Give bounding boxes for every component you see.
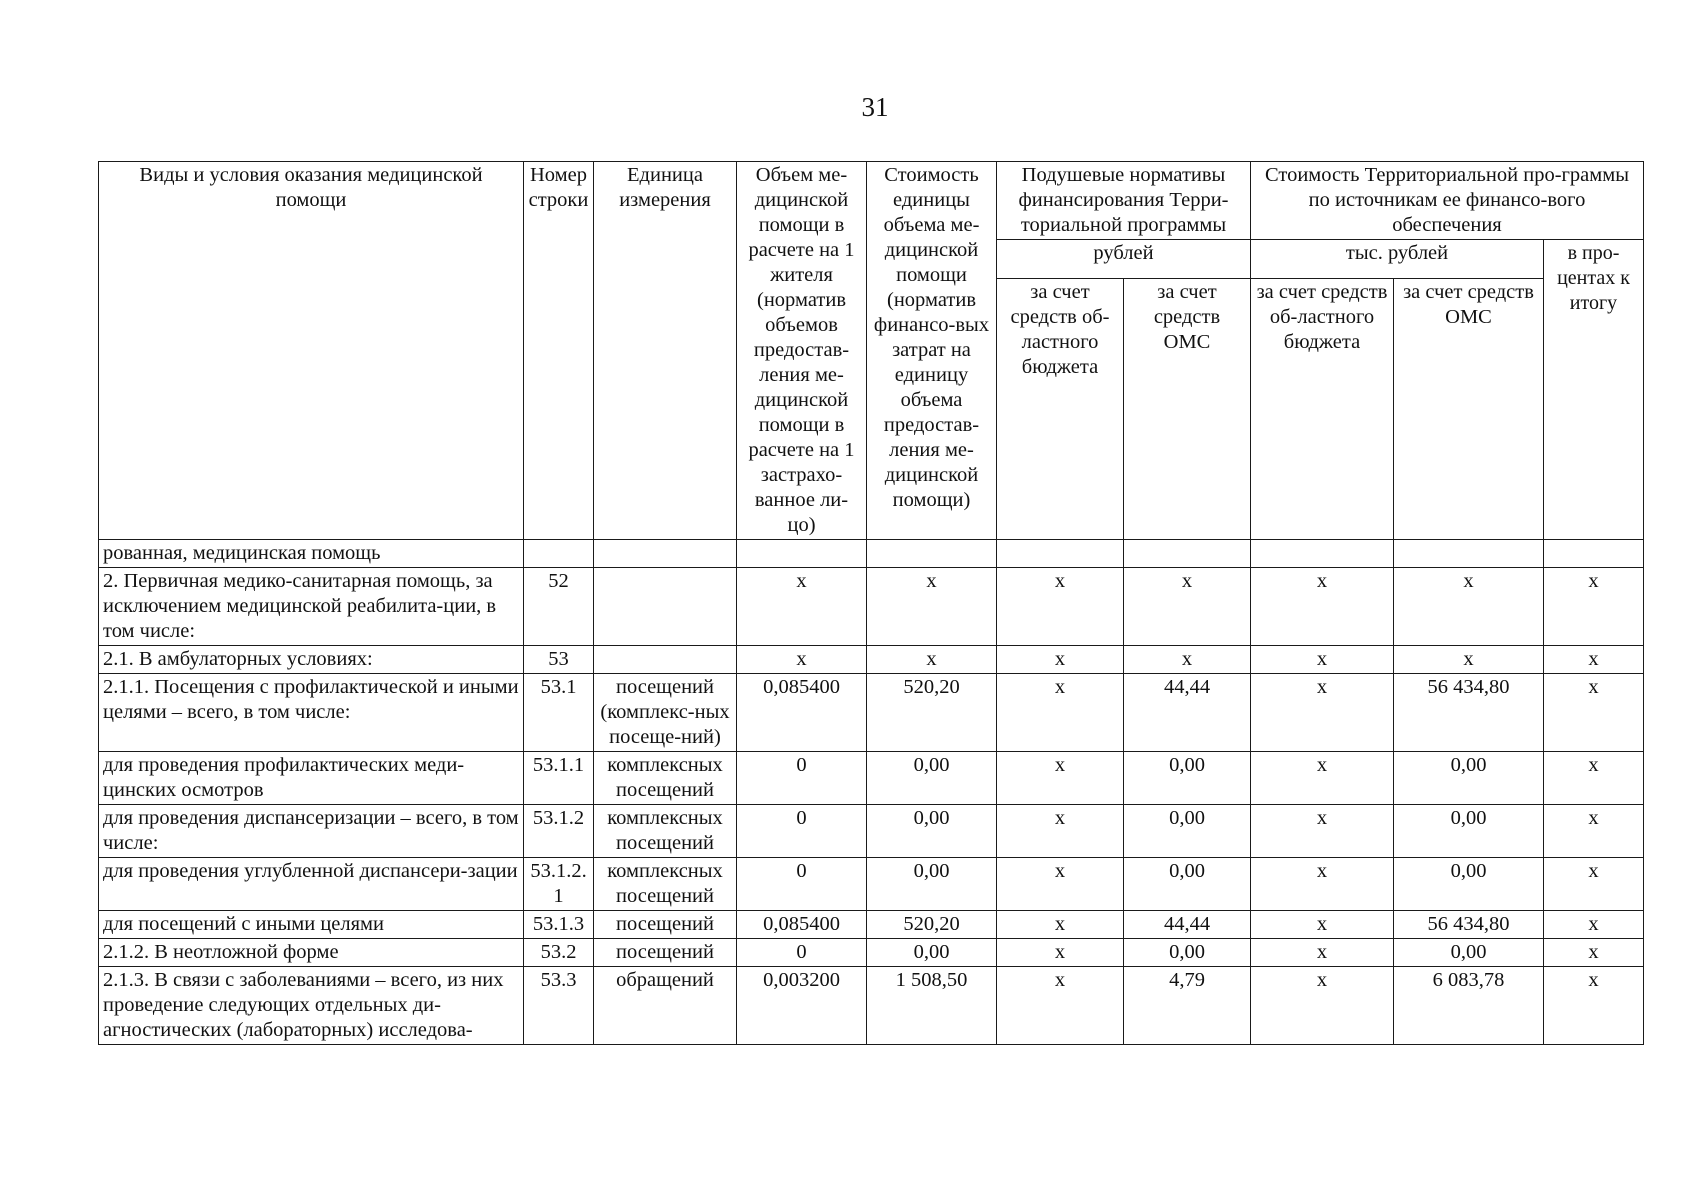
row-pr-percent: х bbox=[1544, 967, 1644, 1045]
row-pr-budget: х bbox=[1251, 568, 1394, 646]
row-pc-budget: х bbox=[997, 674, 1124, 752]
row-pc-budget: х bbox=[997, 568, 1124, 646]
row-volume: 0,003200 bbox=[737, 967, 867, 1045]
row-pr-percent: х bbox=[1544, 939, 1644, 967]
row-cost bbox=[867, 540, 997, 568]
row-pr-oms: 6 083,78 bbox=[1394, 967, 1544, 1045]
row-pc-budget: х bbox=[997, 858, 1124, 911]
row-pr-budget: х bbox=[1251, 674, 1394, 752]
table-row bbox=[99, 568, 1644, 646]
row-pr-oms bbox=[1394, 540, 1544, 568]
row-pc-budget: х bbox=[997, 646, 1124, 674]
row-pr-oms: х bbox=[1394, 568, 1544, 646]
row-unit: комплексных посещений bbox=[594, 858, 737, 911]
table-row bbox=[99, 911, 1644, 939]
row-pc-budget: х bbox=[997, 752, 1124, 805]
row-unit: обращений bbox=[594, 967, 737, 1045]
row-name: для проведения диспансеризации – всего, в том числе: bbox=[99, 805, 524, 858]
row-unit bbox=[594, 540, 737, 568]
table-row bbox=[99, 752, 1644, 805]
table-body bbox=[99, 540, 1644, 1045]
row-pr-percent: х bbox=[1544, 674, 1644, 752]
row-pr-budget: х bbox=[1251, 646, 1394, 674]
page-number: 31 bbox=[861, 92, 889, 122]
row-pr-percent: х bbox=[1544, 646, 1644, 674]
row-pr-budget: х bbox=[1251, 967, 1394, 1045]
row-unit: посещений bbox=[594, 939, 737, 967]
header-percent: в про-центах к итогу bbox=[1544, 240, 1644, 540]
row-name: для посещений с иными целями bbox=[99, 911, 524, 939]
row-volume: 0 bbox=[737, 752, 867, 805]
row-pc-budget: х bbox=[997, 911, 1124, 939]
row-cost: 0,00 bbox=[867, 939, 997, 967]
row-volume: 0 bbox=[737, 858, 867, 911]
row-pc-oms: 0,00 bbox=[1124, 805, 1251, 858]
row-unit: комплексных посещений bbox=[594, 752, 737, 805]
row-number: 53 bbox=[524, 646, 594, 674]
row-pr-budget: х bbox=[1251, 858, 1394, 911]
row-pr-oms: 0,00 bbox=[1394, 858, 1544, 911]
row-volume: 0,085400 bbox=[737, 674, 867, 752]
row-pr-oms: 0,00 bbox=[1394, 939, 1544, 967]
row-pc-oms: х bbox=[1124, 568, 1251, 646]
row-volume: 0 bbox=[737, 805, 867, 858]
row-cost: х bbox=[867, 568, 997, 646]
row-pc-oms: 44,44 bbox=[1124, 911, 1251, 939]
row-pr-oms: 56 434,80 bbox=[1394, 674, 1544, 752]
row-pr-budget: х bbox=[1251, 939, 1394, 967]
row-pr-percent: х bbox=[1544, 805, 1644, 858]
row-pc-oms: 44,44 bbox=[1124, 674, 1251, 752]
row-name: для проведения профилактических меди-цинских осмотров bbox=[99, 752, 524, 805]
row-volume: х bbox=[737, 646, 867, 674]
table-row bbox=[99, 967, 1644, 1045]
row-number bbox=[524, 540, 594, 568]
row-cost: 0,00 bbox=[867, 805, 997, 858]
row-pr-oms: 0,00 bbox=[1394, 752, 1544, 805]
row-pc-oms: 4,79 bbox=[1124, 967, 1251, 1045]
row-number: 52 bbox=[524, 568, 594, 646]
row-name: рованная, медицинская помощь bbox=[99, 540, 524, 568]
row-name: 2.1. В амбулаторных условиях: bbox=[99, 646, 524, 674]
table-row bbox=[99, 674, 1644, 752]
row-volume: х bbox=[737, 568, 867, 646]
row-cost: х bbox=[867, 646, 997, 674]
table-row bbox=[99, 646, 1644, 674]
row-cost: 520,20 bbox=[867, 911, 997, 939]
row-volume bbox=[737, 540, 867, 568]
row-pc-budget bbox=[997, 540, 1124, 568]
header-program-cost-group: Стоимость Территориальной про-граммы по источникам ее финансо-вого обеспечения bbox=[1251, 162, 1644, 240]
row-number: 53.3 bbox=[524, 967, 594, 1045]
row-cost: 1 508,50 bbox=[867, 967, 997, 1045]
row-unit: комплексных посещений bbox=[594, 805, 737, 858]
row-pc-budget: х bbox=[997, 967, 1124, 1045]
header-per-capita-group: Подушевые нормативы финансирования Терри-ториальной программы bbox=[997, 162, 1251, 240]
row-pc-oms: 0,00 bbox=[1124, 752, 1251, 805]
row-pr-percent: х bbox=[1544, 858, 1644, 911]
row-number: 53.1 bbox=[524, 674, 594, 752]
row-pr-percent: х bbox=[1544, 911, 1644, 939]
row-unit bbox=[594, 568, 737, 646]
financing-table bbox=[98, 161, 1644, 1045]
row-pr-percent bbox=[1544, 540, 1644, 568]
row-pc-oms: 0,00 bbox=[1124, 858, 1251, 911]
table-row bbox=[99, 805, 1644, 858]
header-pr-budget: за счет средств об-ластного бюджета bbox=[1251, 278, 1394, 540]
row-pc-oms: х bbox=[1124, 646, 1251, 674]
header-row-number: Номер строки bbox=[524, 162, 594, 540]
header-pc-oms: за счет средств ОМС bbox=[1124, 278, 1251, 540]
row-unit: посещений (комплекс-ных посеще-ний) bbox=[594, 674, 737, 752]
header-pr-oms: за счет средств ОМС bbox=[1394, 278, 1544, 540]
row-name: 2. Первичная медико-санитарная помощь, за исключением медицинской реабилита-ции, в том числе: bbox=[99, 568, 524, 646]
row-number: 53.2 bbox=[524, 939, 594, 967]
row-number: 53.1.3 bbox=[524, 911, 594, 939]
row-pr-percent: х bbox=[1544, 568, 1644, 646]
row-pr-budget: х bbox=[1251, 805, 1394, 858]
row-number: 53.1.2 bbox=[524, 805, 594, 858]
row-pc-budget: х bbox=[997, 805, 1124, 858]
header-unit: Единица измерения bbox=[594, 162, 737, 540]
row-name: 2.1.3. В связи с заболеваниями – всего, из них проведение следующих отдельных ди-агностических (лабораторных) исследова- bbox=[99, 967, 524, 1045]
header-unit-rub: рублей bbox=[997, 240, 1251, 279]
header-unit-thousand-rub: тыс. рублей bbox=[1251, 240, 1544, 279]
header-cost: Стоимость единицы объема ме-дицинской помощи (норматив финансо-вых затрат на единицу объема предостав-ления ме-дицинской помощи) bbox=[867, 162, 997, 540]
row-pr-budget bbox=[1251, 540, 1394, 568]
header-pc-budget: за счет средств об-ластного бюджета bbox=[997, 278, 1124, 540]
table-row bbox=[99, 858, 1644, 911]
row-pr-budget: х bbox=[1251, 911, 1394, 939]
row-pr-percent: х bbox=[1544, 752, 1644, 805]
row-unit bbox=[594, 646, 737, 674]
row-pr-oms: 56 434,80 bbox=[1394, 911, 1544, 939]
row-cost: 0,00 bbox=[867, 858, 997, 911]
row-pc-oms: 0,00 bbox=[1124, 939, 1251, 967]
table-header bbox=[99, 162, 1644, 540]
header-type: Виды и условия оказания медицинской помощи bbox=[99, 162, 524, 540]
row-name: для проведения углубленной диспансери-зации bbox=[99, 858, 524, 911]
row-pc-oms bbox=[1124, 540, 1251, 568]
row-unit: посещений bbox=[594, 911, 737, 939]
row-number: 53.1.2.1 bbox=[524, 858, 594, 911]
row-cost: 0,00 bbox=[867, 752, 997, 805]
row-pr-oms: х bbox=[1394, 646, 1544, 674]
header-volume: Объем ме-дицинской помощи в расчете на 1 жителя (норматив объемов предостав-ления ме-дицинской помощи в расчете на 1 застрахо-ванное ли-цо) bbox=[737, 162, 867, 540]
table-row bbox=[99, 939, 1644, 967]
row-number: 53.1.1 bbox=[524, 752, 594, 805]
row-pc-budget: х bbox=[997, 939, 1124, 967]
row-volume: 0 bbox=[737, 939, 867, 967]
row-cost: 520,20 bbox=[867, 674, 997, 752]
row-pr-budget: х bbox=[1251, 752, 1394, 805]
row-volume: 0,085400 bbox=[737, 911, 867, 939]
row-name: 2.1.1. Посещения с профилактической и иными целями – всего, в том числе: bbox=[99, 674, 524, 752]
table-row bbox=[99, 540, 1644, 568]
row-name: 2.1.2. В неотложной форме bbox=[99, 939, 524, 967]
row-pr-oms: 0,00 bbox=[1394, 805, 1544, 858]
